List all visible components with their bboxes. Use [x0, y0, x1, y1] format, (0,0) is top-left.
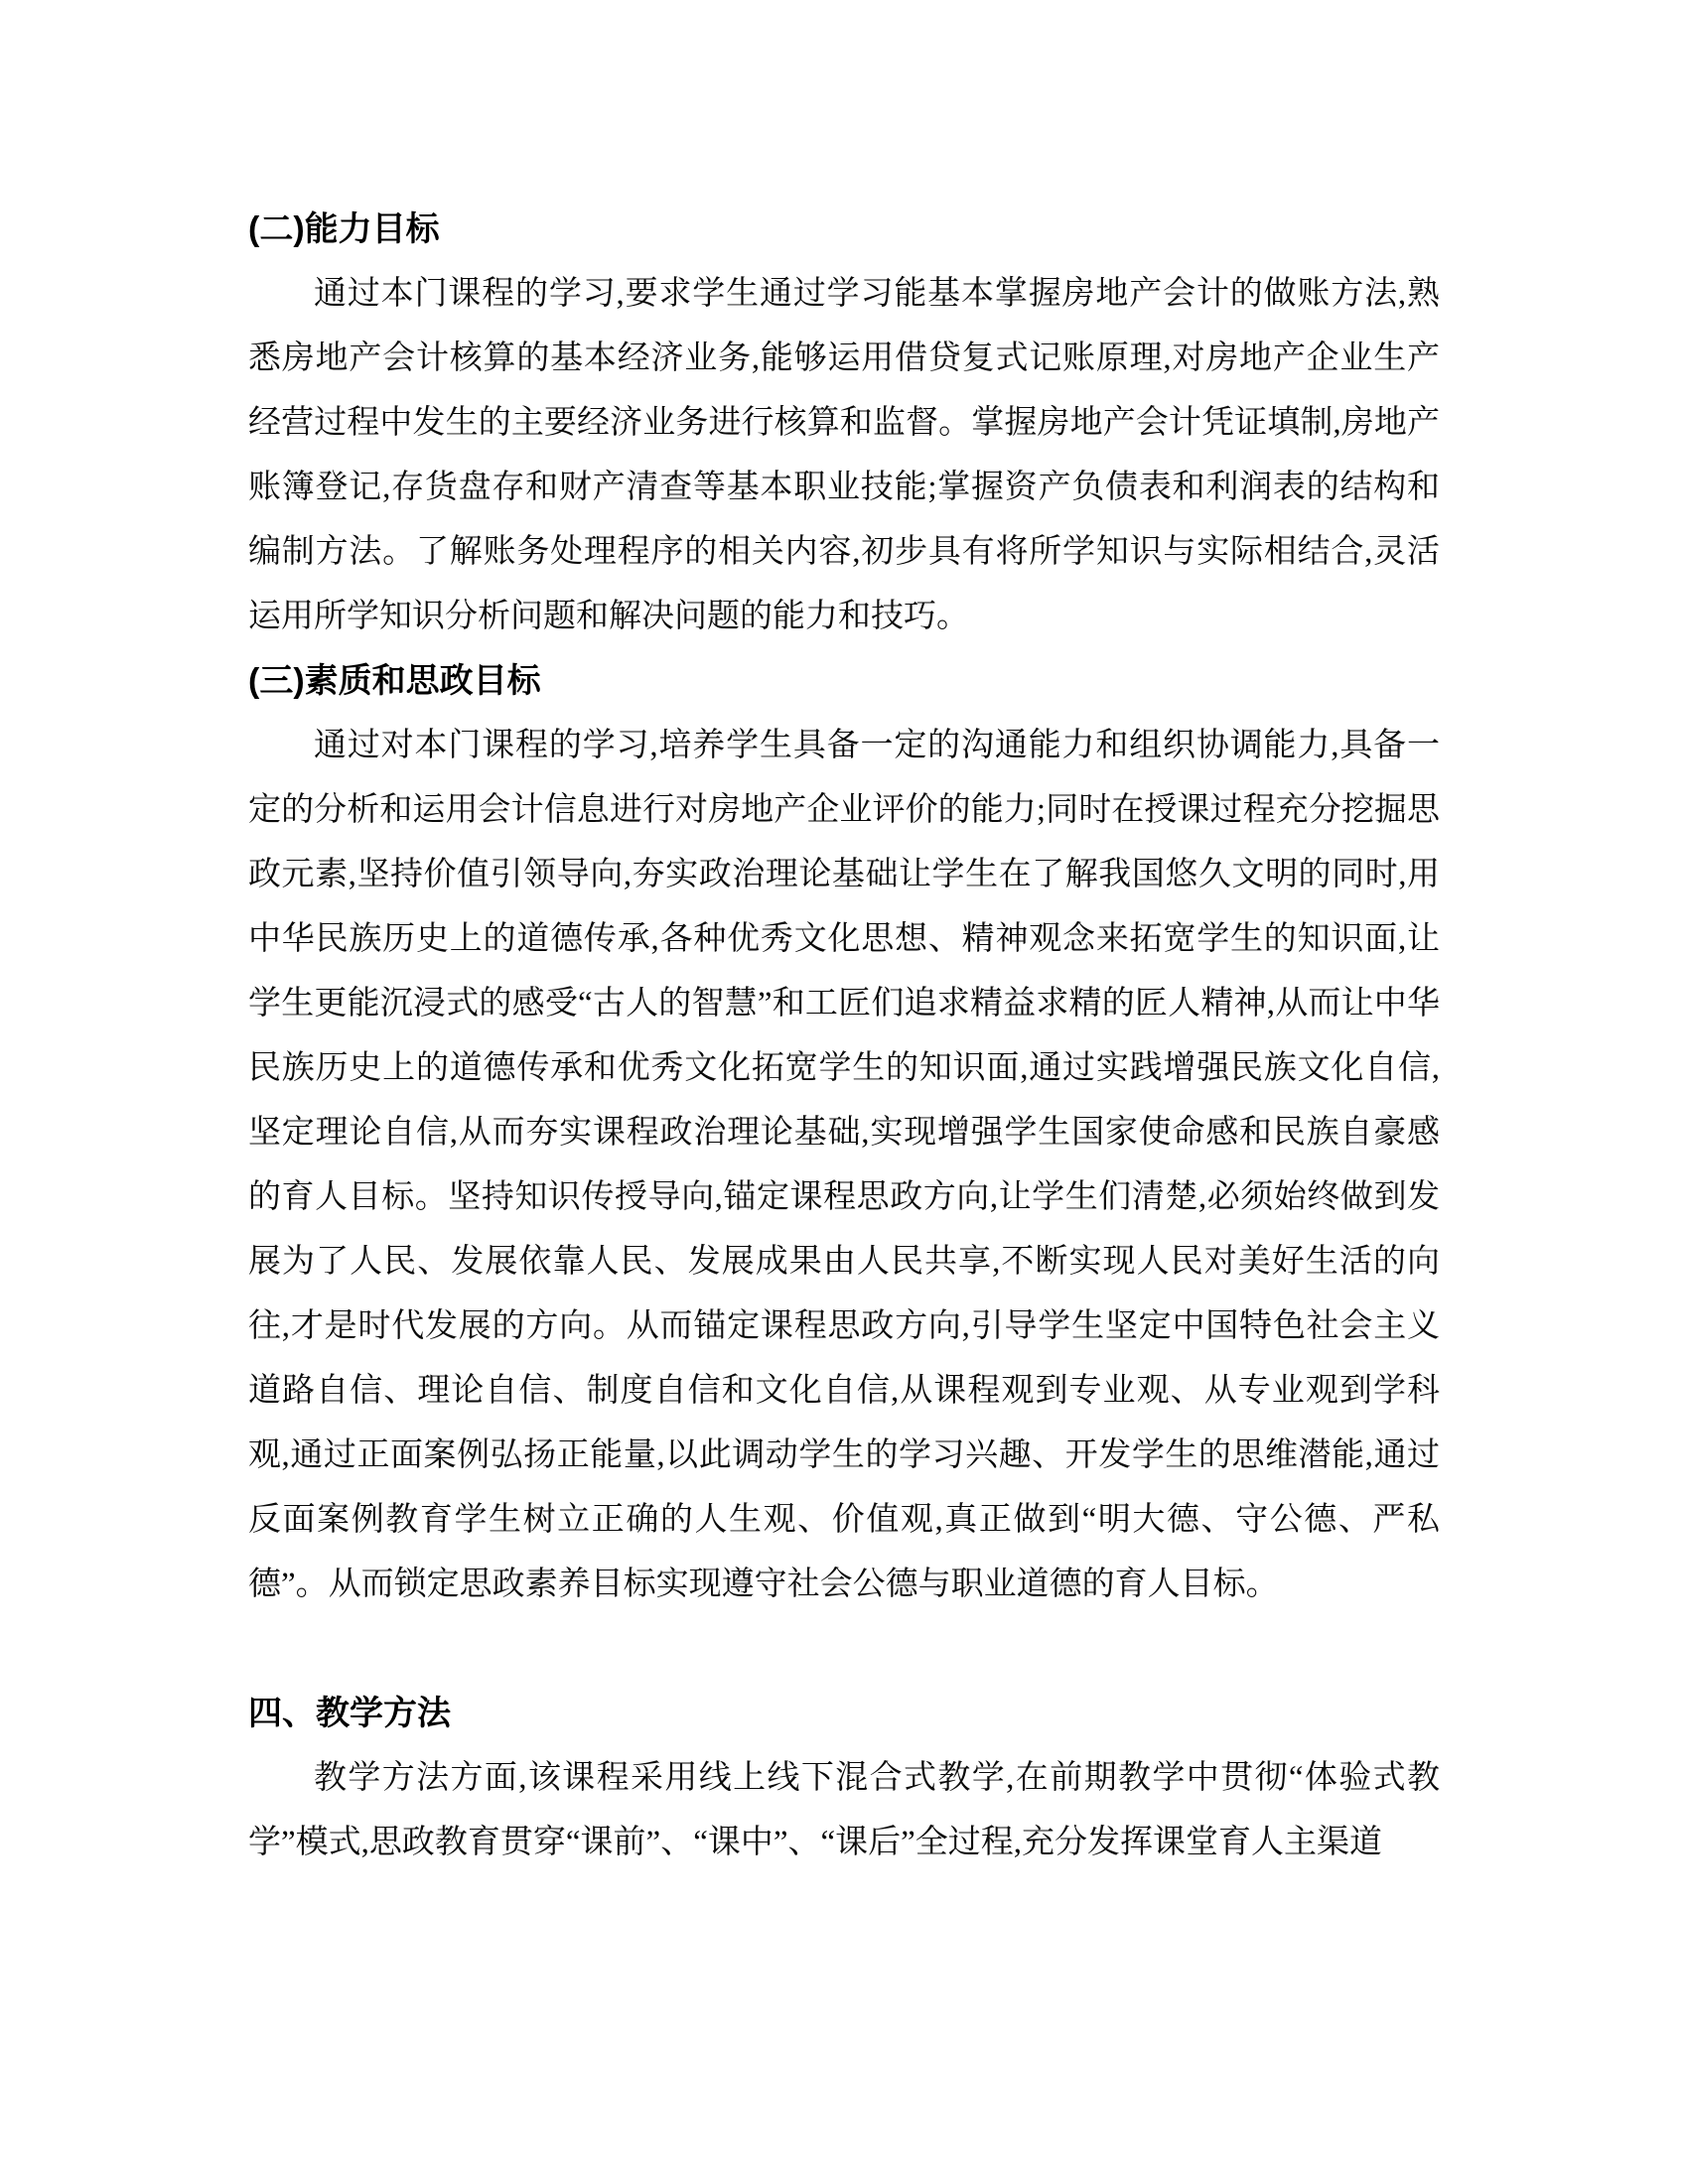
paragraph-quality-ideology-goals: 通过对本门课程的学习,培养学生具备一定的沟通能力和组织协调能力,具备一定的分析和运用会计信息进行对房地产企业评价的能力;同时在授课过程充分挖掘思政元素,坚持价值引领导向,夯实政治理论基础让学生在了解我国悠久文明的同时,用中华民族历史上的道德传承,各种优秀文化思想、精神观念来拓宽学生的知识面,让学生更能沉浸式的感受“古人的智慧”和工匠们追求精益求精的匠人精神,从而让中华民族历史上的道德传承和优秀文化拓宽学生的知识面,通过实践增强民族文化自信,坚定理论自信,从而夯实课程政治理论基础,实现增强学生国家使命感和民族自豪感的育人目标。坚持知识传授导向,锚定课程思政方向,让学生们清楚,必须始终做到发展为了人民、发展依靠人民、发展成果由人民共享,不断实现人民对美好生活的向往,才是时代发展的方向。从而锚定课程思政方向,引导学生坚定中国特色社会主义道路自信、理论自信、制度自信和文化自信,从课程观到专业观、从专业观到学科观,通过正面案例弘扬正能量,以此调动学生的学习兴趣、开发学生的思维潜能,通过反面案例教育学生树立正确的人生观、价值观,真正做到“明大德、守公德、严私德”。从而锁定思政素养目标实现遵守社会公德与职业道德的育人目标。	[248, 728, 1441, 1602]
heading-ability-goals: (二)能力目标	[248, 210, 440, 248]
paragraph-teaching-method: 教学方法方面,该课程采用线上线下混合式教学,在前期教学中贯彻“体验式教学”模式,思政教育贯穿“课前”、“课中”、“课后”全过程,充分发挥课堂育人主渠道	[248, 1760, 1440, 1860]
heading-teaching-method: 四、教学方法	[248, 1695, 451, 1732]
heading-quality-ideology-goals: (三)素质和思政目标	[248, 662, 541, 700]
paragraph-ability-goals: 通过本门课程的学习,要求学生通过学习能基本掌握房地产会计的做账方法,熟悉房地产会计核算的基本经济业务,能够运用借贷复式记账原理,对房地产企业生产经营过程中发生的主要经济业务进行核算和监督。掌握房地产会计凭证填制,房地产账簿登记,存货盘存和财产清查等基本职业技能;掌握资产负债表和利润表的结构和编制方法。了解账务处理程序的相关内容,初步具有将所学知识与实际相结合,灵活运用所学知识分析问题和解决问题的能力和技巧。	[248, 276, 1440, 634]
